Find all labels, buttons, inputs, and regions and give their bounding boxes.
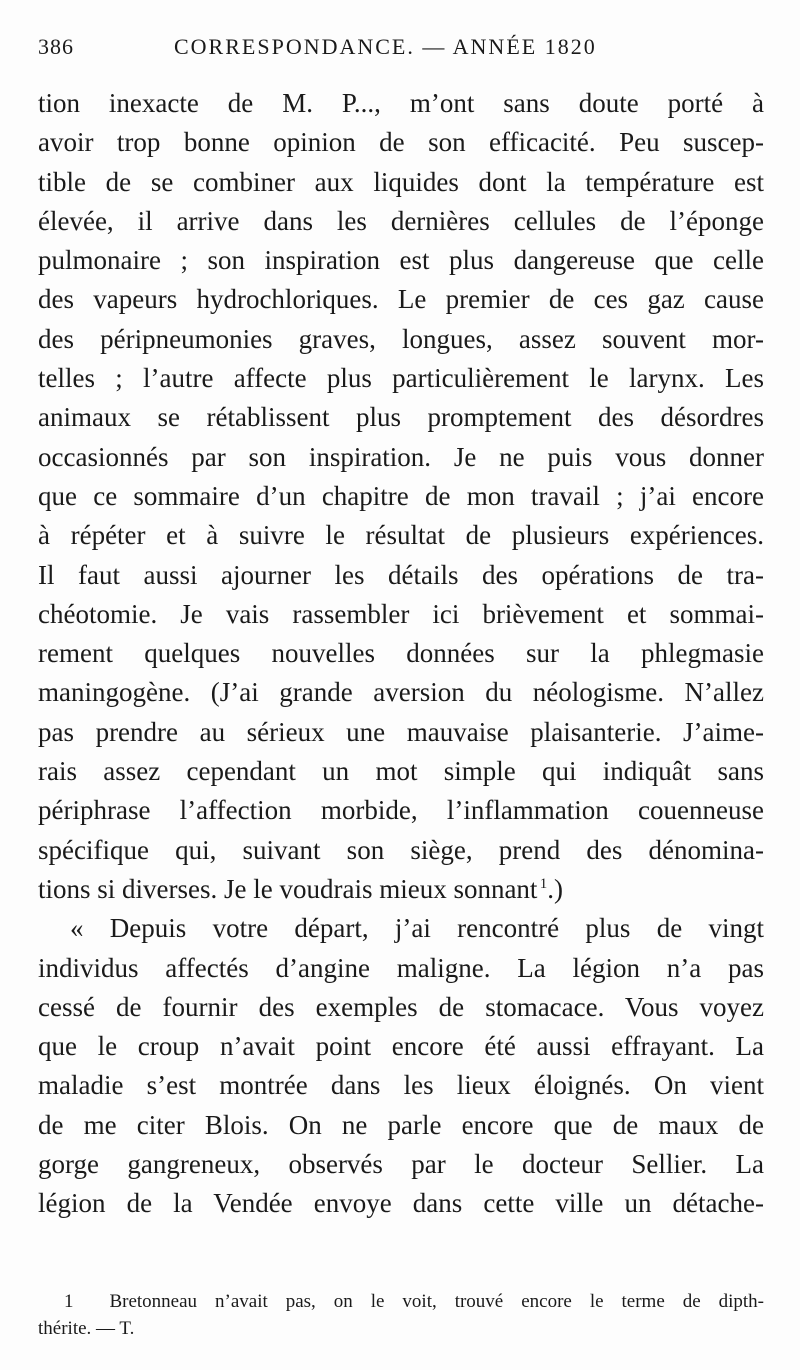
text-line: des vapeurs hydrochloriques. Le premier de ces gaz cause	[38, 284, 764, 315]
text-line: périphrase l’affection morbide, l’inflammation couenneuse	[38, 795, 764, 826]
text-line: occasionnés par son inspiration. Je ne puis vous donner	[38, 441, 764, 472]
text-line: telles ; l’autre affecte plus particulièrement le larynx. Les	[38, 363, 764, 394]
text-line: tions si diverses. Je le voudrais mieux sonnant	[38, 873, 538, 904]
text-line: maningogène. (J’ai grande aversion du néologisme. N’allez	[38, 677, 764, 708]
text-line: tion inexacte de M. P..., m’ont sans doute porté à	[38, 88, 764, 118]
text-line: rais assez cependant un mot simple qui indiquât sans	[38, 756, 764, 787]
text-line: rement quelques nouvelles données sur la phlegmasie	[38, 638, 764, 669]
text-line: spécifique qui, suivant son siège, prend des dénomina-	[38, 834, 764, 865]
text-line: que ce sommaire d’un chapitre de mon travail ; j’ai encore	[38, 480, 764, 511]
page-number: 386	[38, 34, 74, 59]
text-line: « Depuis votre départ, j’ai rencontré plus de vingt	[70, 913, 764, 944]
text-line: pulmonaire ; son inspiration est plus dangereuse que celle	[38, 245, 764, 276]
text-line: chéotomie. Je vais rassembler ici brièvement et sommai-	[38, 598, 764, 629]
text-line: cessé de fournir des exemples de stomacace. Vous voyez	[38, 991, 764, 1022]
text-line: tible de se combiner aux liquides dont la température est	[38, 166, 764, 197]
text-line: légion de la Vendée envoye dans cette ville un détache-	[38, 1188, 764, 1219]
footnote-marker: 1	[64, 1291, 74, 1312]
text-line: élevée, il arrive dans les dernières cellules de l’éponge	[38, 205, 764, 236]
text-line: pas prendre au sérieux une mauvaise plaisanterie. J’aime-	[38, 716, 764, 747]
text-line: maladie s’est montrée dans les lieux éloignés. On vient	[38, 1070, 764, 1101]
running-title: CORRESPONDANCE. — ANNÉE 1820	[174, 34, 597, 59]
running-head	[38, 34, 762, 64]
text-line: Il faut aussi ajourner les détails des opérations de tra-	[38, 559, 764, 590]
text-line: avoir trop bonne opinion de son efficacité. Peu suscep-	[38, 127, 764, 158]
footnote-reference[interactable]: 1	[539, 875, 548, 892]
footnote-line: thérite. — T.	[38, 1318, 135, 1339]
closing-punctuation: .)	[547, 873, 563, 904]
body-text	[38, 84, 764, 1224]
footnote-text: Bretonneau n’avait pas, on le voit, trouvé encore le terme de dipth-	[109, 1291, 765, 1312]
text-line: gorge gangreneux, observés par le docteur Sellier. La	[38, 1149, 764, 1180]
text-line: que le croup n’avait point encore été aussi effrayant. La	[38, 1031, 764, 1062]
text-line: animaux se rétablissent plus promptement des désordres	[38, 402, 764, 433]
text-line: des péripneumonies graves, longues, assez souvent mor-	[38, 323, 764, 354]
text-line: de me citer Blois. On ne parle encore que de maux de	[38, 1109, 764, 1140]
footnotes	[38, 1288, 764, 1342]
text-line-with-footnote-ref	[38, 870, 764, 909]
text-line: à répéter et à suivre le résultat de plusieurs expériences.	[38, 520, 764, 551]
text-line: individus affectés d’angine maligne. La légion n’a pas	[38, 952, 764, 983]
footnote-line	[38, 1288, 764, 1315]
